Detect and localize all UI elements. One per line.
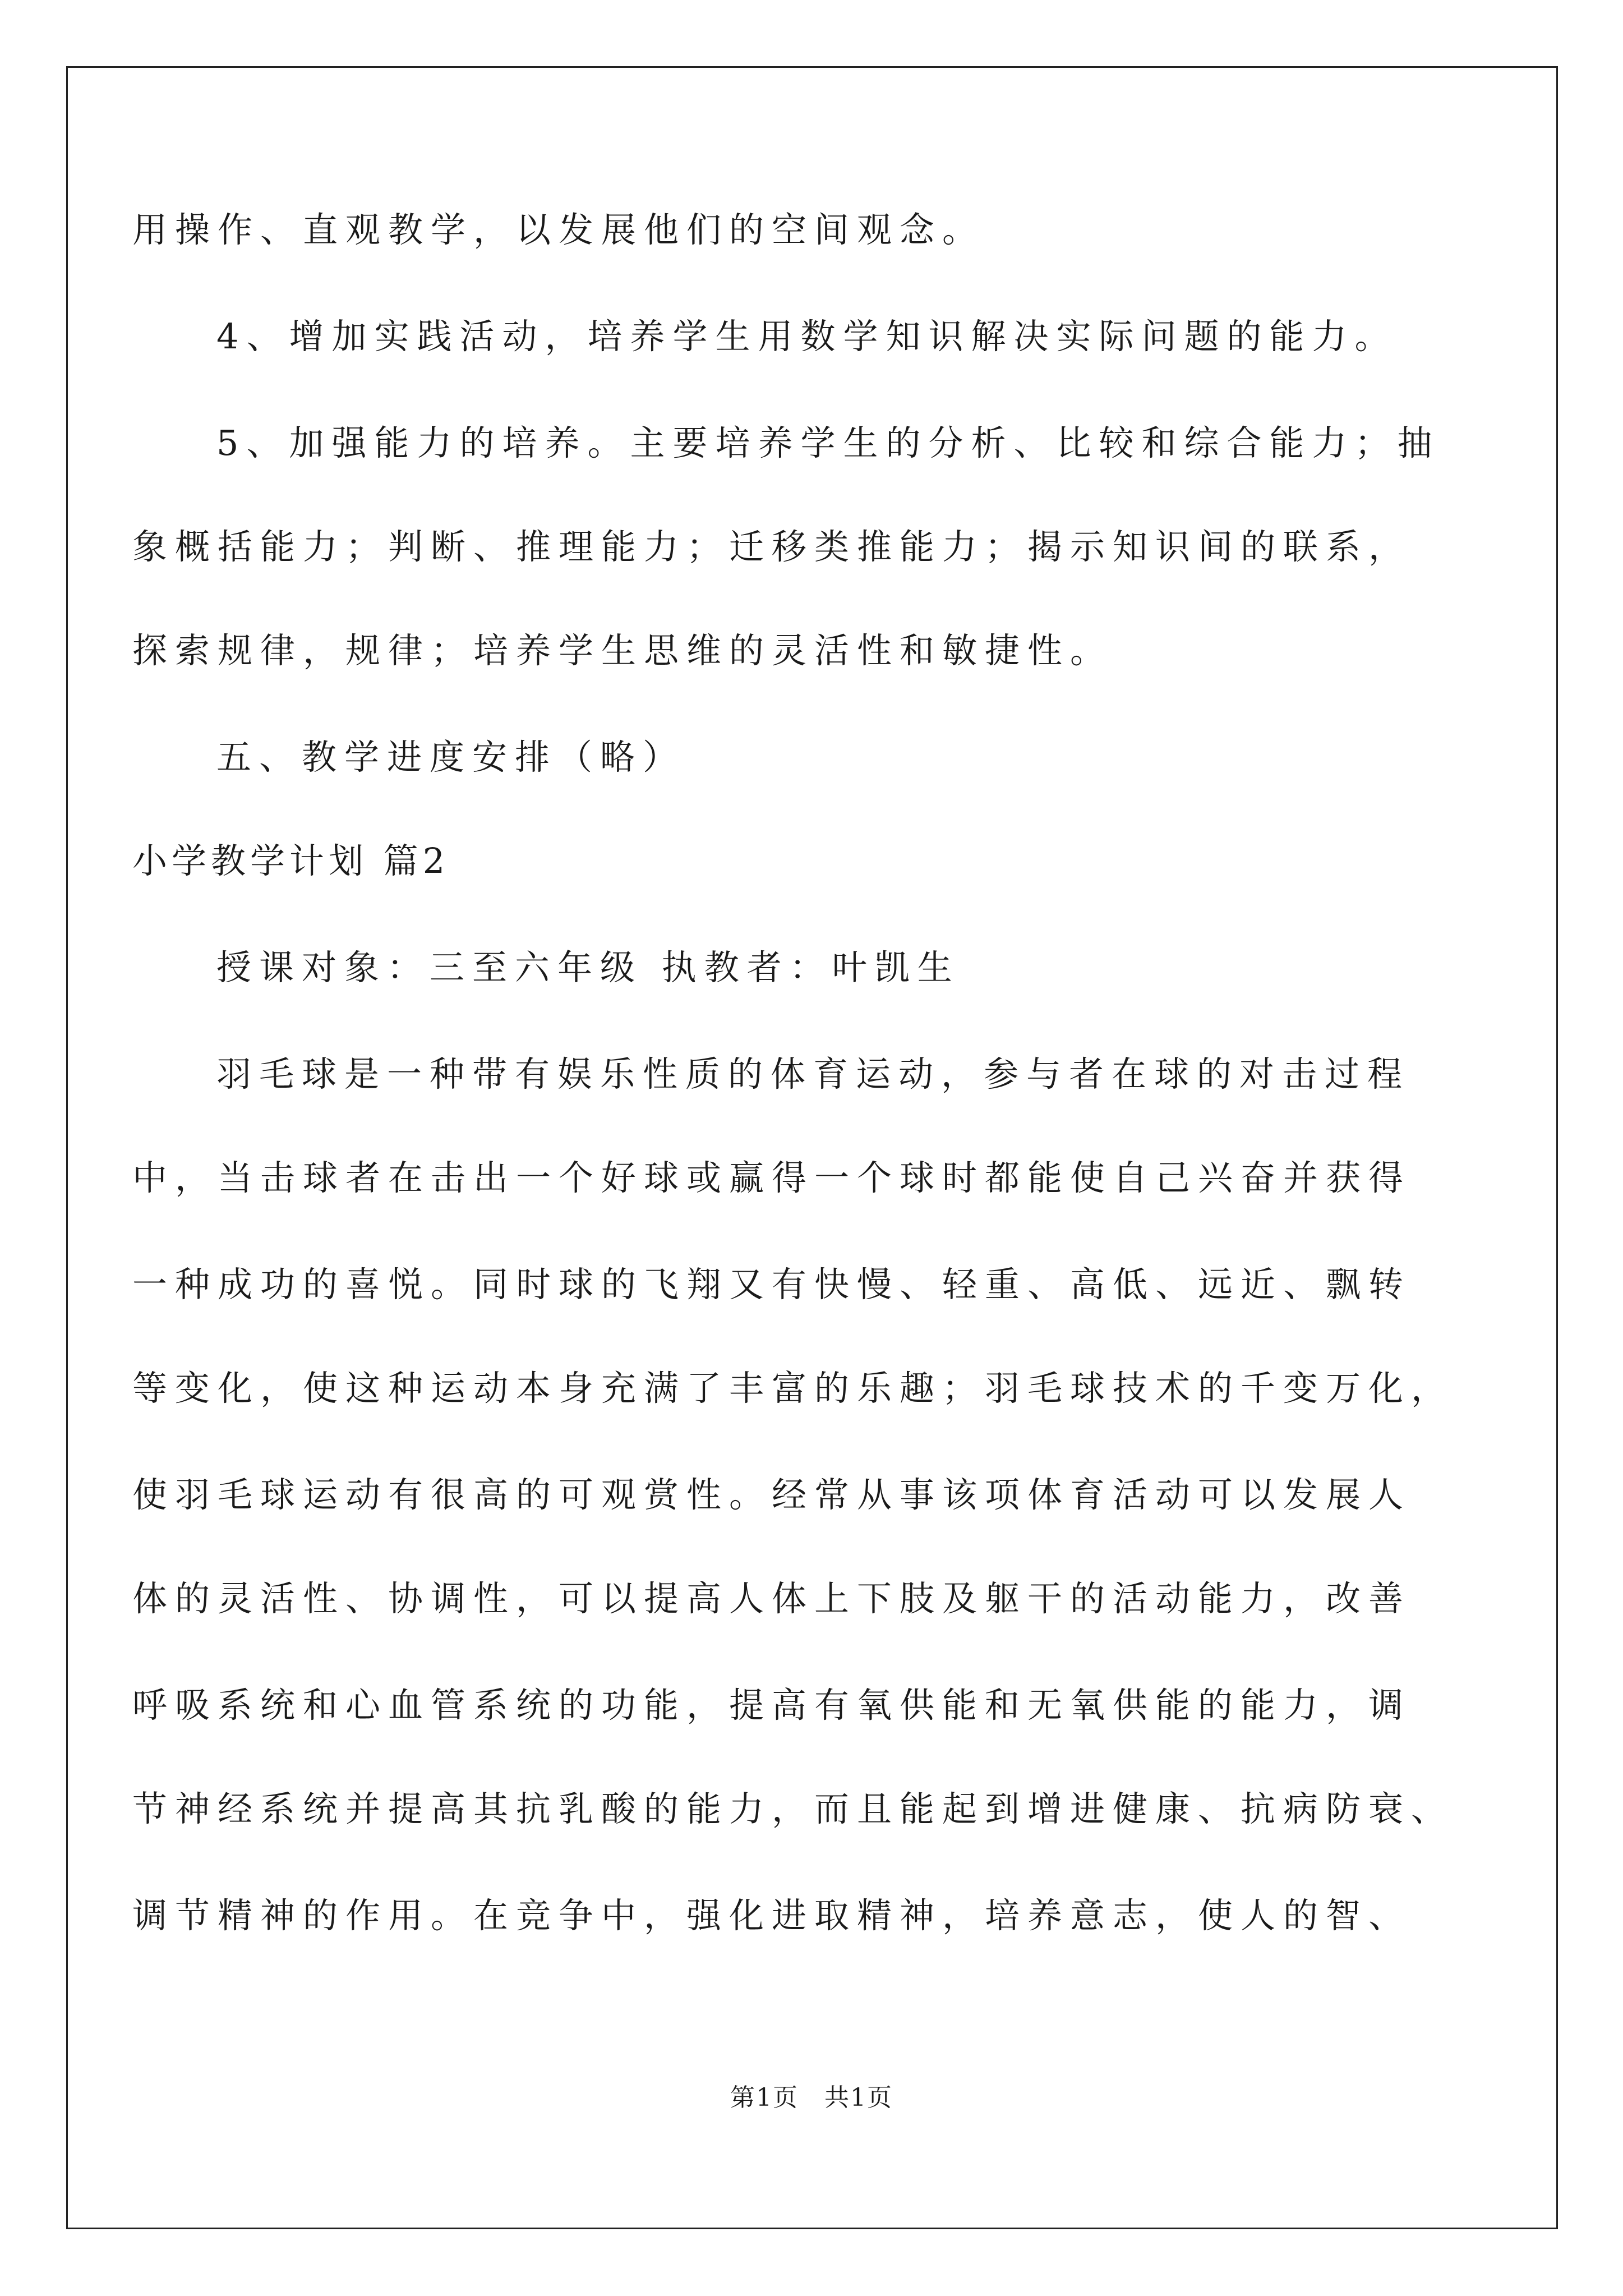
text-line-3: 5、加强能力的培养。主要培养学生的分析、比较和综合能力；抽 [216,422,1440,463]
text-line-15: 呼吸系统和心血管系统的功能，提高有氧供能和无氧供能的能力，调 [132,1685,1412,1726]
text-line-1: 用操作、直观教学，以发展他们的空间观念。 [132,209,985,250]
text-line-11: 一种成功的喜悦。同时球的飞翔又有快慢、轻重、高低、远近、飘转 [132,1264,1412,1305]
text-line-9: 羽毛球是一种带有娱乐性质的体育运动，参与者在球的对击过程 [216,1053,1410,1094]
text-line-12: 等变化，使这种运动本身充满了丰富的乐趣；羽毛球技术的千变万化， [132,1368,1454,1409]
section-heading-schedule: 五、教学进度安排（略） [216,737,686,777]
page-number: 第1页 共1页 [730,2083,893,2112]
text-line-5: 探索规律，规律；培养学生思维的灵活性和敏捷性。 [132,630,1113,671]
text-line-16: 节神经系统并提高其抗乳酸的能力，而且能起到增进健康、抗病防衰、 [132,1788,1454,1829]
text-line-14: 体的灵活性、协调性，可以提高人体上下肢及躯干的活动能力，改善 [132,1578,1412,1619]
article-heading: 小学教学计划 篇2 [132,840,450,881]
text-line-13: 使羽毛球运动有很高的可观赏性。经常从事该项体育活动可以发展人 [132,1474,1412,1515]
text-line-4: 象概括能力；判断、推理能力；迁移类推能力；揭示知识间的联系， [132,526,1412,567]
text-line-17: 调节精神的作用。在竞争中，强化进取精神，培养意志，使人的智、 [132,1895,1412,1936]
text-line-10: 中，当击球者在击出一个好球或赢得一个球时都能使自己兴奋并获得 [132,1157,1412,1198]
text-line-8: 授课对象：三至六年级 执教者：叶凯生 [216,947,960,988]
text-line-2: 4、增加实践活动，培养学生用数学知识解决实际问题的能力。 [216,316,1398,357]
